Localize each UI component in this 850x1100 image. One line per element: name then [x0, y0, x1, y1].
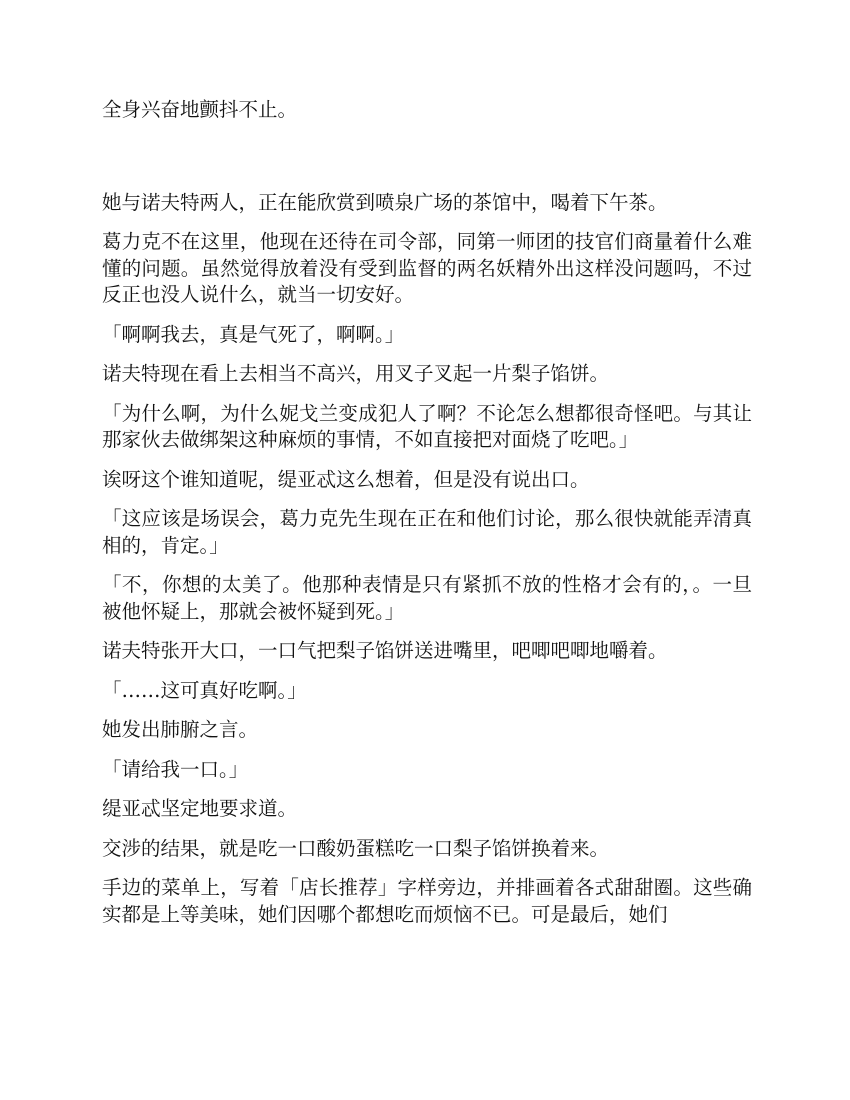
document-page [102, 97, 752, 941]
paragraph: 葛力克不在这里，他现在还待在司令部，同第一师团的技官们商量着什么难懂的问题。虽然觉得放着没有受到监督的两名妖精外出这样没问题吗，不过反正也没人说什么，就当一切安好。 [102, 230, 752, 306]
paragraph: 「啊啊我去，真是气死了，啊啊。」 [102, 322, 405, 346]
paragraph: 「这应该是场误会，葛力克先生现在正在和他们讨论，那么很快就能弄清真相的，肯定。」 [102, 507, 752, 557]
paragraph: 全身兴奋地颤抖不止。 [102, 98, 298, 121]
paragraph: 「为什么啊，为什么妮戈兰变成犯人了啊？不论怎么想都很奇怪吧。与其让那家伙去做绑架这种麻烦的事情，不如直接把对面烧了吃吧。」 [102, 401, 752, 451]
paragraph: 「……这可真好吃啊。」 [102, 678, 307, 702]
paragraph: 诶呀这个谁知道呢，缇亚忒这么想着，但是没有说出口。 [102, 467, 590, 491]
paragraph: 她与诺夫特两人，正在能欣赏到喷泉广场的茶馆中，喝着下午茶。 [102, 190, 668, 214]
paragraph: 「请给我一口。」 [102, 757, 249, 781]
paragraph: 「不，你想的太美了。他那种表情是只有紧抓不放的性格才会有的，。一旦被他怀疑上，那就会被怀疑到死。」 [102, 573, 752, 623]
paragraph: 交涉的结果，就是吃一口酸奶蛋糕吃一口梨子馅饼换着来。 [102, 836, 610, 860]
paragraph: 诺夫特现在看上去相当不高兴，用叉子叉起一片梨子馅饼。 [102, 362, 610, 385]
paragraph: 缇亚忒坚定地要求道。 [102, 797, 298, 820]
paragraph: 手边的菜单上，写着「店长推荐」字样旁边，并排画着各式甜甜圈。这些确实都是上等美味，她们因哪个都想吃而烦恼不已。可是最后，她们 [102, 876, 752, 926]
paragraph: 她发出肺腑之言。 [102, 718, 259, 741]
paragraph: 诺夫特张开大口，一口气把梨子馅饼送进嘴里，吧唧吧唧地嚼着。 [102, 639, 668, 662]
